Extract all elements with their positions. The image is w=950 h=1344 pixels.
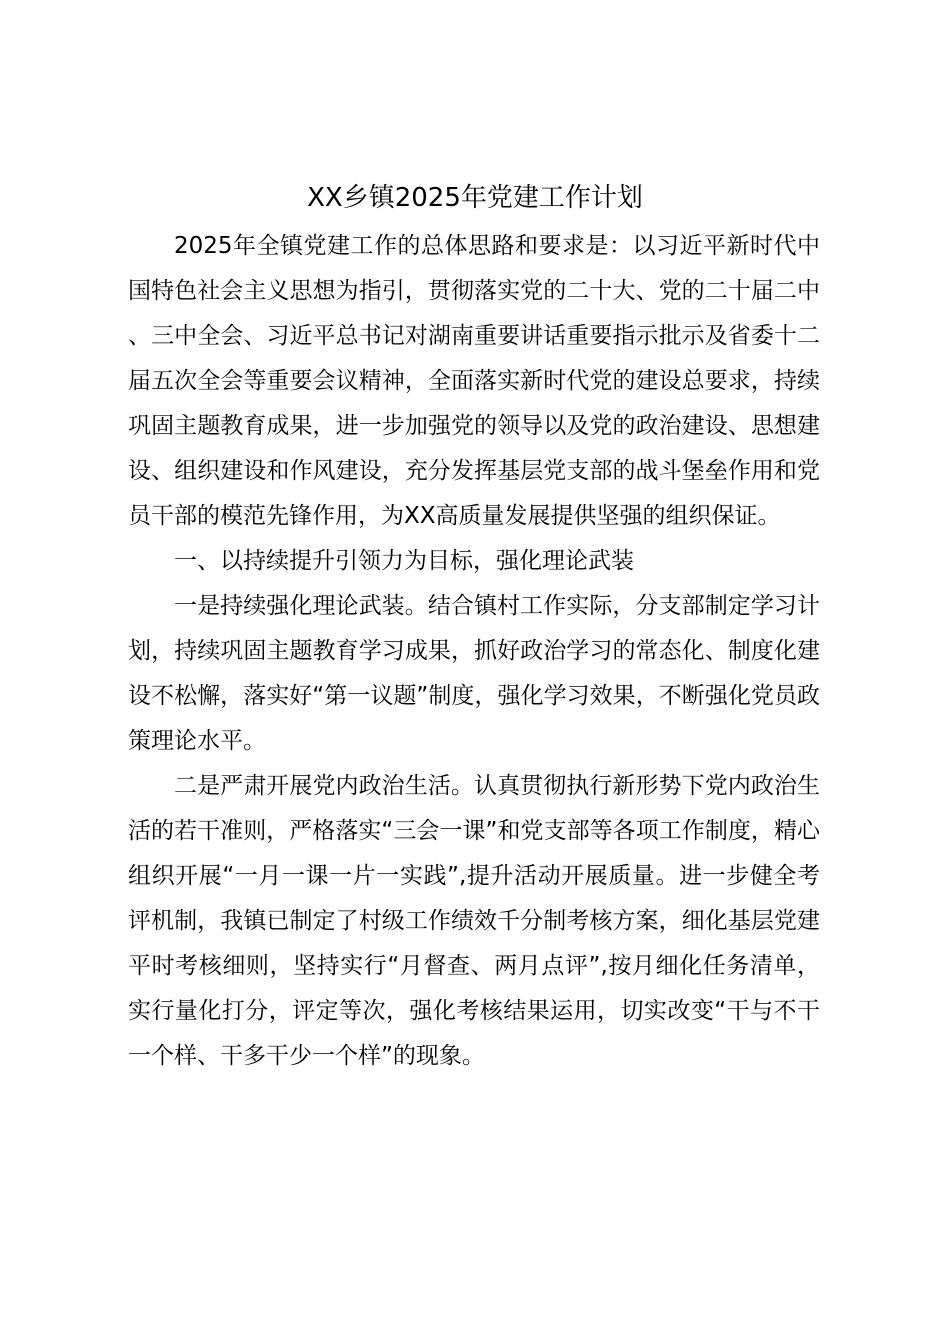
- paragraph-political-life: 二是严肃开展党内政治生活。认真贯彻执行新形势下党内政治生活的若干准则，严格落实“三会一课”和党支部等各项工作制度，精心组织开展“一月一课一片一实践”,提升活动开展质量。进一步健全考评机制，我镇已制定了村级工作绩效千分制考核方案，细化基层党建平时考核细则，坚持实行“月督查、两月点评”,按月细化任务清单，实行量化打分，评定等次，强化考核结果运用，切实改变“干与不干一个样、干多干少一个样”的现象。: [128, 773, 820, 1069]
- document-title: XX乡镇2025年党建工作计划: [307, 183, 643, 213]
- document-body: [128, 224, 820, 1079]
- paragraph-theory: 一是持续强化理论武装。结合镇村工作实际，分支部制定学习计划，持续巩固主题教育学习成果，抓好政治学习的常态化、制度化建设不松懈，落实好“第一议题”制度，强化学习效果，不断强化党员政策理论水平。: [128, 593, 820, 754]
- paragraph-overview: 2025年全镇党建工作的总体思路和要求是：以习近平新时代中国特色社会主义思想为指引，贯彻落实党的二十大、党的二十届二中、三中全会、习近平总书记对湖南重要讲话重要指示批示及省委十二届五次全会等重要会议精神，全面落实新时代党的建设总要求，持续巩固主题教育成果，进一步加强党的领导以及党的政治建设、思想建设、组织建设和作风建设，充分发挥基层党支部的战斗堡垒作用和党员干部的模范先锋作用，为XX高质量发展提供坚强的组织保证。: [128, 233, 820, 529]
- section-heading-1: 一、以持续提升引领力为目标，强化理论武装: [174, 548, 634, 574]
